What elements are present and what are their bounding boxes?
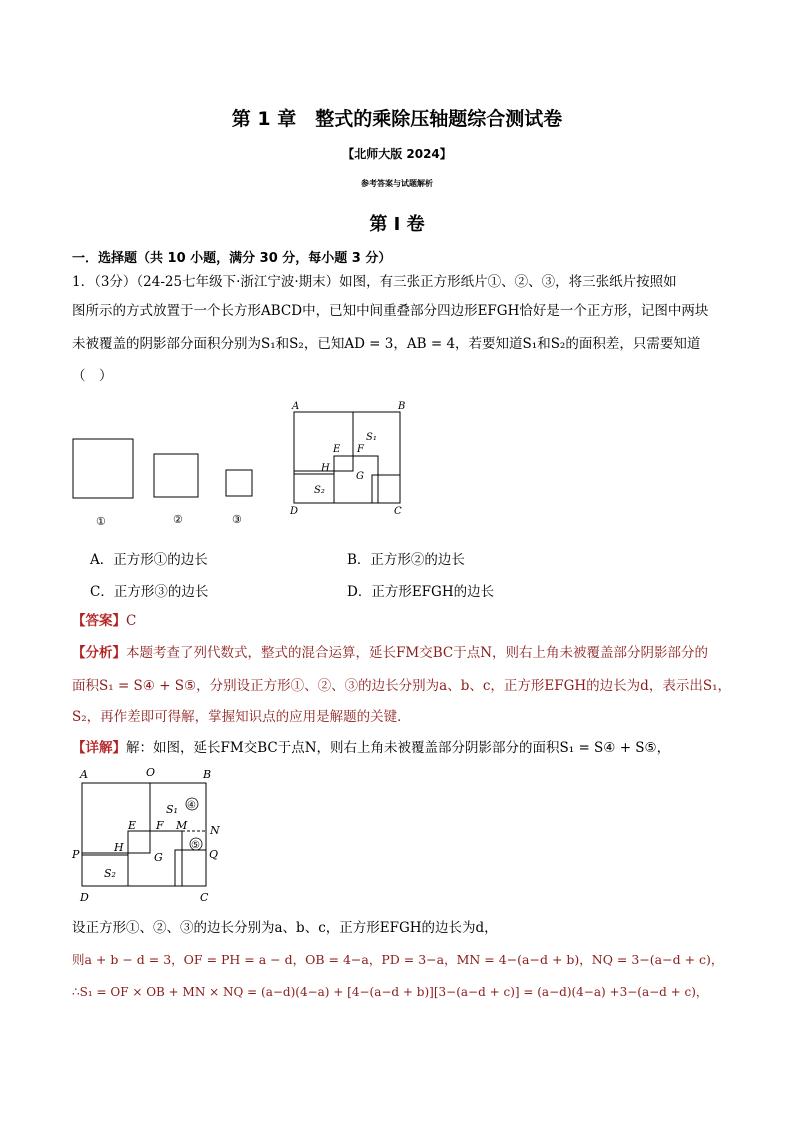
label-s1: S₁ xyxy=(366,432,377,443)
label-f: F xyxy=(357,444,364,455)
question-line-2: 图所示的方式放置于一个长方形ABCD中，已知中间重叠部分四边形EFGH恰好是一个正方形，记图中两块 xyxy=(72,303,709,319)
square-2 xyxy=(154,454,198,497)
detail-label-e: E xyxy=(128,819,137,832)
detail-label-p: P xyxy=(72,848,80,861)
square-1 xyxy=(73,439,133,498)
detail-label-b: B xyxy=(203,768,212,781)
square-3-placed xyxy=(372,475,400,503)
detail-tag: 【详解】 xyxy=(72,740,126,756)
square-1-label: ① xyxy=(96,515,106,528)
detail-label-o: O xyxy=(146,766,156,779)
edition-label: 【北师大版 2024】 xyxy=(342,147,452,161)
detail-label-5: ⑤ xyxy=(191,840,200,851)
reference-answer-label: 参考答案与试题解析 xyxy=(361,179,433,188)
detail-label-q: Q xyxy=(209,848,219,861)
option-b[interactable]: B．正方形②的边长 xyxy=(347,552,465,568)
question-line-1: 1．（3分）（24-25七年级下·浙江宁波·期末）如图，有三张正方形纸片①、②、③，将三张纸片按照如 xyxy=(72,274,677,290)
analysis-line-2: 面积S₁ = S④ + S⑤，分别设正方形①、②、③的边长分别为a、b、c，正方形EFGH的边长为d，表示出S₁， xyxy=(72,678,731,694)
detail-label-g: G xyxy=(154,851,163,864)
label-d: D xyxy=(290,506,299,517)
detail-line-2: 设正方形①、②、③的边长分别为a、b、c，正方形EFGH的边长为d， xyxy=(72,920,498,936)
detail-line-1: 【详解】解：如图，延长FM交BC于点N，则右上角未被覆盖部分阴影部分的面积S₁ = S④ + S⑤， xyxy=(72,740,671,756)
detail-label-f: F xyxy=(156,819,164,832)
detail-label-s1: S₁ xyxy=(166,803,178,816)
label-g: G xyxy=(356,471,364,482)
detail-label-4: ④ xyxy=(187,800,196,811)
section-heading: 一．选择题（共 10 小题，满分 30 分，每小题 3 分） xyxy=(72,251,392,266)
detail-label-h: H xyxy=(114,841,124,854)
detail-label-c: C xyxy=(200,891,209,904)
detail-label-m: M xyxy=(176,819,188,832)
page-title: 第 1 章 整式的乘除压轴题综合测试卷 xyxy=(231,108,563,130)
square-3 xyxy=(226,470,252,496)
detail-label-a: A xyxy=(80,768,88,781)
square-3-label: ③ xyxy=(232,513,242,526)
rectangle-abcd xyxy=(294,412,400,503)
square-2-label: ② xyxy=(173,513,183,526)
option-d[interactable]: D．正方形EFGH的边长 xyxy=(347,584,495,600)
option-c[interactable]: C．正方形③的边长 xyxy=(90,584,209,600)
label-s2: S₂ xyxy=(314,485,325,496)
answer-line xyxy=(72,611,732,631)
label-c: C xyxy=(394,506,402,517)
detail-label-n: N xyxy=(210,824,220,837)
detail-label-d: D xyxy=(80,891,89,904)
answer-value: C xyxy=(126,613,137,629)
figure-detail xyxy=(70,763,240,908)
option-a[interactable]: A．正方形①的边长 xyxy=(90,552,208,568)
figure-rectangle-abcd xyxy=(286,398,416,520)
answer-tag: 【答案】 xyxy=(72,613,126,629)
question-line-3: 未被覆盖的阴影部分面积分别为S₁和S₂，已知AD = 3，AB = 4，若要知道S₁和S₂的面积差，只需要知道 xyxy=(72,336,701,352)
rectangle-abcd-detail xyxy=(82,783,206,886)
volume-title: 第 I 卷 xyxy=(369,214,425,235)
label-b: B xyxy=(398,401,406,412)
label-a: A xyxy=(292,401,300,412)
detail-line-4: ∴S₁ = OF × OB + MN × NQ = (a−d)(4−a) + [4−(a−d + b)][3−(a−d + c)] = (a−d)(4−a) +3−(a−d + c)， xyxy=(72,985,708,999)
analysis-line-1: 【分析】本题考查了列代数式，整式的混合运算，延长FM交BC于点N，则右上角未被覆盖部分阴影部分的 xyxy=(72,645,709,661)
analysis-tag: 【分析】 xyxy=(72,645,126,661)
label-h: H xyxy=(321,463,330,474)
label-e: E xyxy=(333,444,341,455)
detail-label-s2: S₂ xyxy=(104,867,116,880)
question-line-4: （ ） xyxy=(72,368,113,384)
analysis-line-3: S₂，再作差即可得解，掌握知识点的应用是解题的关键． xyxy=(72,709,411,725)
detail-line-3: 则a + b − d = 3，OF = PH = a − d，OB = 4−a，PD = 3−a，MN = 4−(a−d + b)，NQ = 3−(a−d + c)， xyxy=(72,952,724,967)
